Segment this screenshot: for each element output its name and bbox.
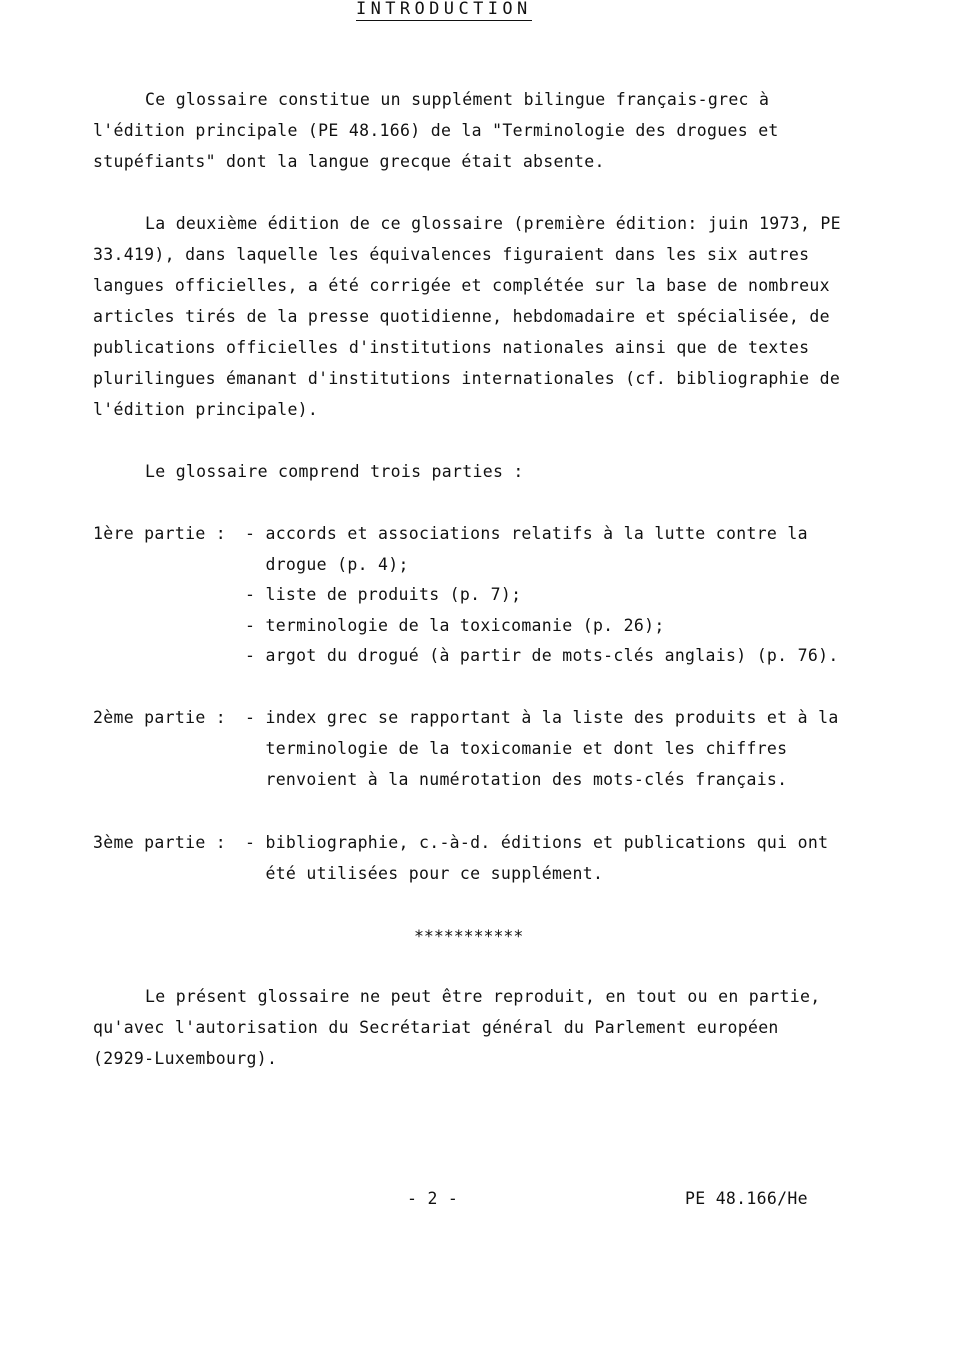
- intro-p1-line-2: l'édition principale (PE 48.166) de la "Terminologie des drogues et: [93, 121, 779, 140]
- separator-asterisks: ***********: [414, 927, 524, 946]
- part-1-item-3: - terminologie de la toxicomanie (p. 26);: [245, 616, 665, 635]
- notice-line-1: Le présent glossaire ne peut être reproduit, en tout ou en partie,: [145, 987, 821, 1006]
- part-1-item-1: - accords et associations relatifs à la lutte contre la: [245, 524, 808, 543]
- notice-line-3: (2929-Luxembourg).: [93, 1049, 278, 1068]
- intro-p1-line-1: Ce glossaire constitue un supplément bilingue français-grec à: [145, 90, 770, 109]
- part-3-item-1: - bibliographie, c.-à-d. éditions et publications qui ont: [245, 833, 829, 852]
- part-2-item-1-cont-2: renvoient à la numérotation des mots-clés français.: [245, 770, 788, 789]
- intro-p2-line-4: articles tirés de la presse quotidienne, hebdomadaire et spécialisée, de: [93, 307, 830, 326]
- part-3-item-1-cont: été utilisées pour ce supplément.: [245, 864, 604, 883]
- part-2-item-1-cont-1: terminologie de la toxicomanie et dont les chiffres: [245, 739, 788, 758]
- part-3-label: 3ème partie :: [93, 833, 227, 852]
- part-2-item-1: - index grec se rapportant à la liste des produits et à la: [245, 708, 839, 727]
- intro-p2-line-2: 33.419), dans laquelle les équivalences figuraient dans les six autres: [93, 245, 810, 264]
- intro-p2-line-6: plurilingues émanant d'institutions internationales (cf. bibliographie de: [93, 369, 841, 388]
- document-reference: PE 48.166/He: [685, 1189, 808, 1208]
- intro-p2-line-3: langues officielles, a été corrigée et complétée sur la base de nombreux: [93, 276, 830, 295]
- part-1-item-1-cont: drogue (p. 4);: [245, 555, 409, 574]
- intro-p1-line-3: stupéfiants" dont la langue grecque était absente.: [93, 152, 605, 171]
- page-title: INTRODUCTION: [356, 0, 532, 19]
- page-number: - 2 -: [407, 1189, 459, 1208]
- intro-p3: Le glossaire comprend trois parties :: [145, 462, 524, 481]
- intro-p2-line-1: La deuxième édition de ce glossaire (première édition: juin 1973, PE: [145, 214, 841, 233]
- part-1-label: 1ère partie :: [93, 524, 227, 543]
- part-1-item-4: - argot du drogué (à partir de mots-clés anglais) (p. 76).: [245, 646, 839, 665]
- intro-p2-line-7: l'édition principale).: [93, 400, 319, 419]
- part-2-label: 2ème partie :: [93, 708, 227, 727]
- part-1-item-2: - liste de produits (p. 7);: [245, 585, 522, 604]
- intro-p2-line-5: publications officielles d'institutions nationales ainsi que de textes: [93, 338, 810, 357]
- notice-line-2: qu'avec l'autorisation du Secrétariat général du Parlement européen: [93, 1018, 779, 1037]
